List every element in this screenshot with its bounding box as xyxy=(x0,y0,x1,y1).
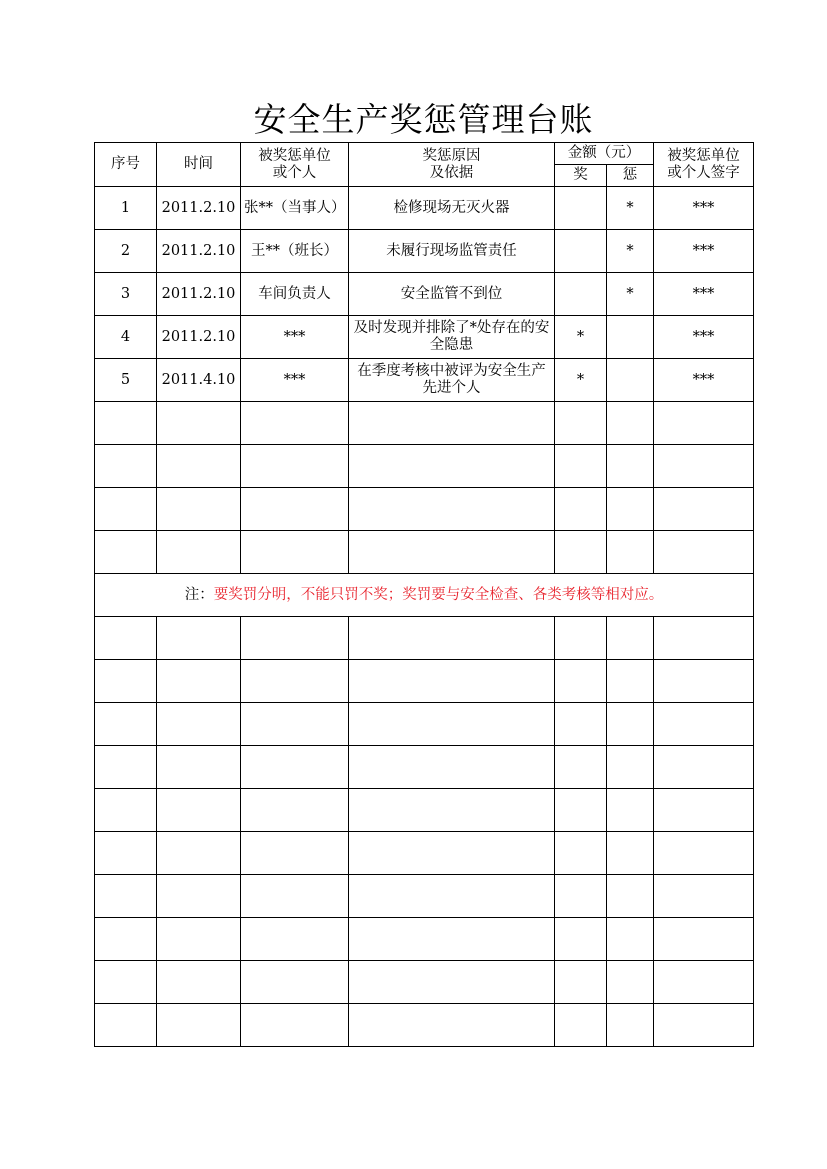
empty-cell xyxy=(654,832,754,875)
empty-cell xyxy=(241,746,349,789)
header-seq: 序号 xyxy=(95,143,157,187)
empty-cell xyxy=(95,488,157,531)
empty-row xyxy=(95,445,754,488)
cell-penalty: * xyxy=(607,273,654,316)
empty-cell xyxy=(607,918,654,961)
empty-cell xyxy=(95,832,157,875)
table-row xyxy=(95,316,754,359)
cell-seq: 1 xyxy=(95,187,157,230)
empty-cell xyxy=(555,531,607,574)
empty-cell xyxy=(95,531,157,574)
empty-cell xyxy=(555,445,607,488)
empty-cell xyxy=(654,918,754,961)
empty-cell xyxy=(95,875,157,918)
cell-reward xyxy=(555,230,607,273)
empty-cell xyxy=(241,875,349,918)
cell-reward: * xyxy=(555,359,607,402)
cell-penalty xyxy=(607,359,654,402)
empty-cell xyxy=(607,789,654,832)
empty-row xyxy=(95,660,754,703)
empty-cell xyxy=(607,832,654,875)
cell-penalty xyxy=(607,316,654,359)
empty-cell xyxy=(607,1004,654,1047)
empty-cell xyxy=(241,918,349,961)
empty-cell xyxy=(654,789,754,832)
empty-cell xyxy=(241,961,349,1004)
empty-cell xyxy=(349,961,555,1004)
empty-cell xyxy=(241,531,349,574)
empty-cell xyxy=(349,660,555,703)
empty-cell xyxy=(95,617,157,660)
empty-cell xyxy=(607,531,654,574)
empty-cell xyxy=(654,402,754,445)
empty-cell xyxy=(555,918,607,961)
cell-seq: 3 xyxy=(95,273,157,316)
header-amount: 金额（元） xyxy=(555,143,654,165)
cell-reason: 安全监管不到位 xyxy=(349,273,555,316)
empty-cell xyxy=(349,746,555,789)
empty-cell xyxy=(241,660,349,703)
empty-cell xyxy=(349,832,555,875)
empty-cell xyxy=(157,488,241,531)
empty-cell xyxy=(95,703,157,746)
cell-reason: 在季度考核中被评为安全生产先进个人 xyxy=(349,359,555,402)
page-title: 安全生产奖惩管理台账 xyxy=(253,100,594,139)
empty-cell xyxy=(241,488,349,531)
header-reason xyxy=(349,143,555,187)
empty-cell xyxy=(157,875,241,918)
empty-cell xyxy=(241,617,349,660)
cell-reward xyxy=(555,273,607,316)
header-reward: 奖 xyxy=(555,165,607,187)
cell-reason: 未履行现场监管责任 xyxy=(349,230,555,273)
empty-row xyxy=(95,746,754,789)
note-row xyxy=(95,574,754,617)
note-text: 要奖罚分明，不能只罚不奖；奖罚要与安全检查、各类考核等相对应。 xyxy=(213,586,664,603)
table-row xyxy=(95,230,754,273)
empty-cell xyxy=(95,918,157,961)
cell-seq: 4 xyxy=(95,316,157,359)
empty-row xyxy=(95,703,754,746)
cell-sign: *** xyxy=(654,273,754,316)
empty-row xyxy=(95,1004,754,1047)
empty-cell xyxy=(95,961,157,1004)
cell-seq: 5 xyxy=(95,359,157,402)
cell-reward: * xyxy=(555,316,607,359)
empty-row xyxy=(95,531,754,574)
empty-cell xyxy=(241,1004,349,1047)
empty-cell xyxy=(349,703,555,746)
empty-cell xyxy=(555,961,607,1004)
cell-time: 2011.2.10 xyxy=(157,187,241,230)
empty-cell xyxy=(555,402,607,445)
empty-cell xyxy=(349,402,555,445)
header-time: 时间 xyxy=(157,143,241,187)
empty-cell xyxy=(157,531,241,574)
header-target-line1: 被奖惩单位 xyxy=(258,147,331,164)
empty-cell xyxy=(607,703,654,746)
table-row xyxy=(95,187,754,230)
ledger-table xyxy=(94,142,754,1047)
header-row xyxy=(95,143,754,165)
empty-cell xyxy=(607,488,654,531)
empty-cell xyxy=(95,789,157,832)
empty-cell xyxy=(157,660,241,703)
empty-cell xyxy=(95,402,157,445)
cell-target: *** xyxy=(241,316,349,359)
empty-cell xyxy=(157,789,241,832)
empty-row xyxy=(95,617,754,660)
empty-cell xyxy=(555,789,607,832)
empty-cell xyxy=(349,875,555,918)
empty-cell xyxy=(555,875,607,918)
cell-reason: 及时发现并排除了*处存在的安全隐患 xyxy=(349,316,555,359)
empty-cell xyxy=(157,832,241,875)
empty-cell xyxy=(95,445,157,488)
empty-cell xyxy=(555,488,607,531)
header-sign xyxy=(654,143,754,187)
cell-sign: *** xyxy=(654,316,754,359)
empty-cell xyxy=(157,617,241,660)
cell-time: 2011.4.10 xyxy=(157,359,241,402)
empty-cell xyxy=(349,918,555,961)
empty-cell xyxy=(241,703,349,746)
header-target-line2: 或个人 xyxy=(272,164,317,181)
empty-cell xyxy=(157,445,241,488)
cell-penalty: * xyxy=(607,187,654,230)
empty-cell xyxy=(607,961,654,1004)
empty-cell xyxy=(349,488,555,531)
empty-cell xyxy=(654,445,754,488)
empty-cell xyxy=(607,617,654,660)
cell-target: 王**（班长） xyxy=(241,230,349,273)
empty-cell xyxy=(241,402,349,445)
header-target xyxy=(241,143,349,187)
note-prefix: 注： xyxy=(184,586,214,603)
empty-cell xyxy=(555,703,607,746)
empty-row xyxy=(95,918,754,961)
header-penalty: 惩 xyxy=(607,165,654,187)
empty-cell xyxy=(654,531,754,574)
cell-target: 车间负责人 xyxy=(241,273,349,316)
header-sign-line1: 被奖惩单位 xyxy=(667,147,740,164)
empty-cell xyxy=(555,832,607,875)
empty-cell xyxy=(241,832,349,875)
empty-cell xyxy=(654,617,754,660)
empty-cell xyxy=(654,1004,754,1047)
header-reason-line1: 奖惩原因 xyxy=(422,147,481,164)
table-row xyxy=(95,273,754,316)
empty-cell xyxy=(654,961,754,1004)
empty-row xyxy=(95,789,754,832)
cell-time: 2011.2.10 xyxy=(157,230,241,273)
empty-row xyxy=(95,875,754,918)
empty-cell xyxy=(157,918,241,961)
cell-time: 2011.2.10 xyxy=(157,273,241,316)
cell-target: 张**（当事人） xyxy=(241,187,349,230)
empty-cell xyxy=(349,445,555,488)
empty-cell xyxy=(95,746,157,789)
empty-cell xyxy=(241,445,349,488)
empty-cell xyxy=(157,402,241,445)
empty-cell xyxy=(607,660,654,703)
empty-cell xyxy=(349,1004,555,1047)
empty-cell xyxy=(349,531,555,574)
cell-time: 2011.2.10 xyxy=(157,316,241,359)
empty-cell xyxy=(654,746,754,789)
empty-cell xyxy=(555,746,607,789)
cell-sign: *** xyxy=(654,187,754,230)
table-row xyxy=(95,359,754,402)
empty-cell xyxy=(349,617,555,660)
empty-cell xyxy=(654,703,754,746)
empty-cell xyxy=(607,402,654,445)
empty-cell xyxy=(95,660,157,703)
cell-seq: 2 xyxy=(95,230,157,273)
empty-cell xyxy=(157,1004,241,1047)
cell-reason: 检修现场无灭火器 xyxy=(349,187,555,230)
empty-cell xyxy=(607,875,654,918)
empty-cell xyxy=(654,488,754,531)
empty-cell xyxy=(95,1004,157,1047)
empty-cell xyxy=(607,746,654,789)
empty-cell xyxy=(349,789,555,832)
empty-cell xyxy=(157,746,241,789)
empty-cell xyxy=(607,445,654,488)
empty-row xyxy=(95,402,754,445)
empty-cell xyxy=(654,660,754,703)
header-sign-line2: 或个人签字 xyxy=(667,164,740,181)
cell-target: *** xyxy=(241,359,349,402)
empty-row xyxy=(95,961,754,1004)
header-reason-line2: 及依据 xyxy=(429,164,474,181)
note-cell xyxy=(95,574,754,617)
cell-penalty: * xyxy=(607,230,654,273)
empty-cell xyxy=(555,617,607,660)
empty-cell xyxy=(654,875,754,918)
empty-cell xyxy=(157,961,241,1004)
empty-cell xyxy=(555,660,607,703)
cell-reward xyxy=(555,187,607,230)
empty-cell xyxy=(555,1004,607,1047)
cell-sign: *** xyxy=(654,230,754,273)
empty-cell xyxy=(241,789,349,832)
cell-sign: *** xyxy=(654,359,754,402)
empty-row xyxy=(95,488,754,531)
empty-row xyxy=(95,832,754,875)
empty-cell xyxy=(157,703,241,746)
